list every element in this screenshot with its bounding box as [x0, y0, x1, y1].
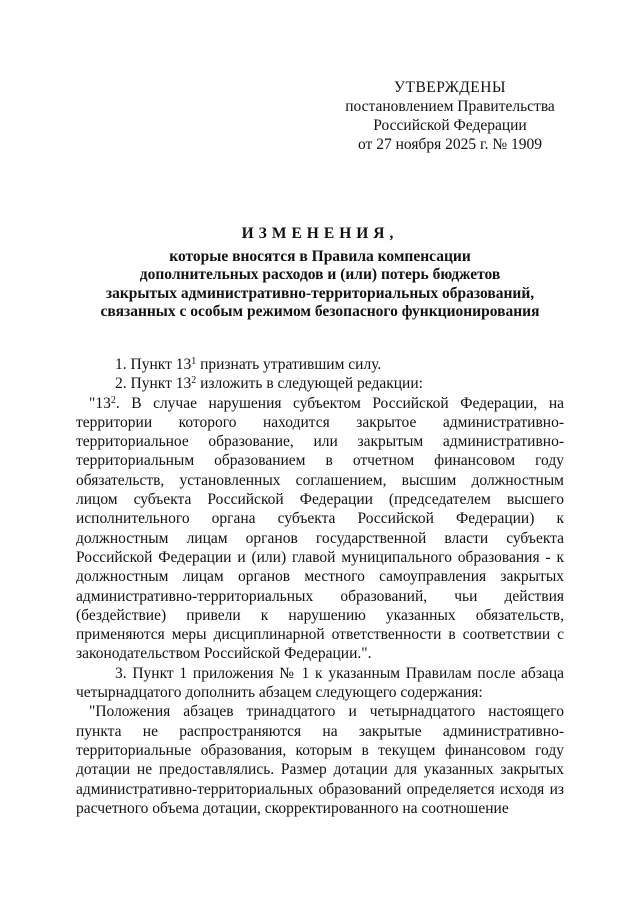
approval-block	[340, 78, 560, 154]
paragraph-text: 2. Пункт 13	[115, 375, 192, 393]
paragraph-text: . В случае нарушения субъектом Российской Федерации, на территории которого находится закрытое административно-территориальное образование, или закрытым административно-территориальным образованием в отчетном финансовом году обязательств, установленных соглашением, высшим должностным лицом субъекта Российской Федерации (председателем высшего исполнительного органа субъекта Российской Федерации) к должностным лицам органов государственной власти субъекта Российской Федерации и (или) главой муниципального образования - к должностным лицам органов местного самоуправления закрытых административно-территориальных образований, чьи действия (бездействие) привели к нарушению указанных обязательств, применяются меры дисциплинарной ответственности в соответствии с законодательством Российской Федерации.".	[76, 394, 564, 663]
title-line: закрытых административно-территориальных образований,	[105, 284, 535, 302]
paragraph-text: 1. Пункт 13	[115, 356, 192, 373]
document-body	[76, 355, 564, 818]
approval-heading: УТВЕРЖДЕНЫ	[394, 79, 506, 96]
superscript: 2	[191, 375, 197, 387]
approval-line: постановлением Правительства	[345, 98, 555, 115]
paragraph-4: 3. Пункт 1 приложения № 1 к указанным Правилам после абзаца четырнадцатого дополнить абзацем следующего содержания:	[76, 664, 564, 702]
paragraph-text: признать утратившим силу.	[196, 356, 382, 373]
paragraph-2	[76, 374, 564, 393]
approval-line: Российской Федерации	[373, 117, 527, 134]
approval-date-number: от 27 ноября 2025 г. № 1909	[358, 136, 542, 153]
title-line: связанных с особым режимом безопасного функционирования	[100, 303, 540, 320]
title-main: ИЗМЕНЕНИЯ,	[241, 225, 399, 242]
superscript: 1	[191, 356, 197, 367]
paragraph-5-quoted: "Положения абзацев тринадцатого и четырнадцатого настоящего пункта не распространяются на закрытые административно-территориальные образования, которым в текущем финансовом году дотации не предоставлялись. Размер дотации для указанных закрытых административно-территориальных образований определяется исходя из расчетного объема дотации, скорректированного на соотношение	[76, 703, 564, 817]
document-title	[80, 225, 560, 322]
title-line: дополнительных расходов и (или) потерь бюджетов	[139, 266, 501, 283]
paragraph-3-quoted	[76, 394, 564, 664]
paragraph-text: "13	[89, 394, 111, 412]
paragraph-text: изложить в следующей редакции:	[196, 375, 423, 393]
title-line: которые вносятся в Правила компенсации	[169, 247, 471, 265]
paragraph-1	[76, 355, 564, 374]
superscript: 2	[110, 394, 116, 406]
